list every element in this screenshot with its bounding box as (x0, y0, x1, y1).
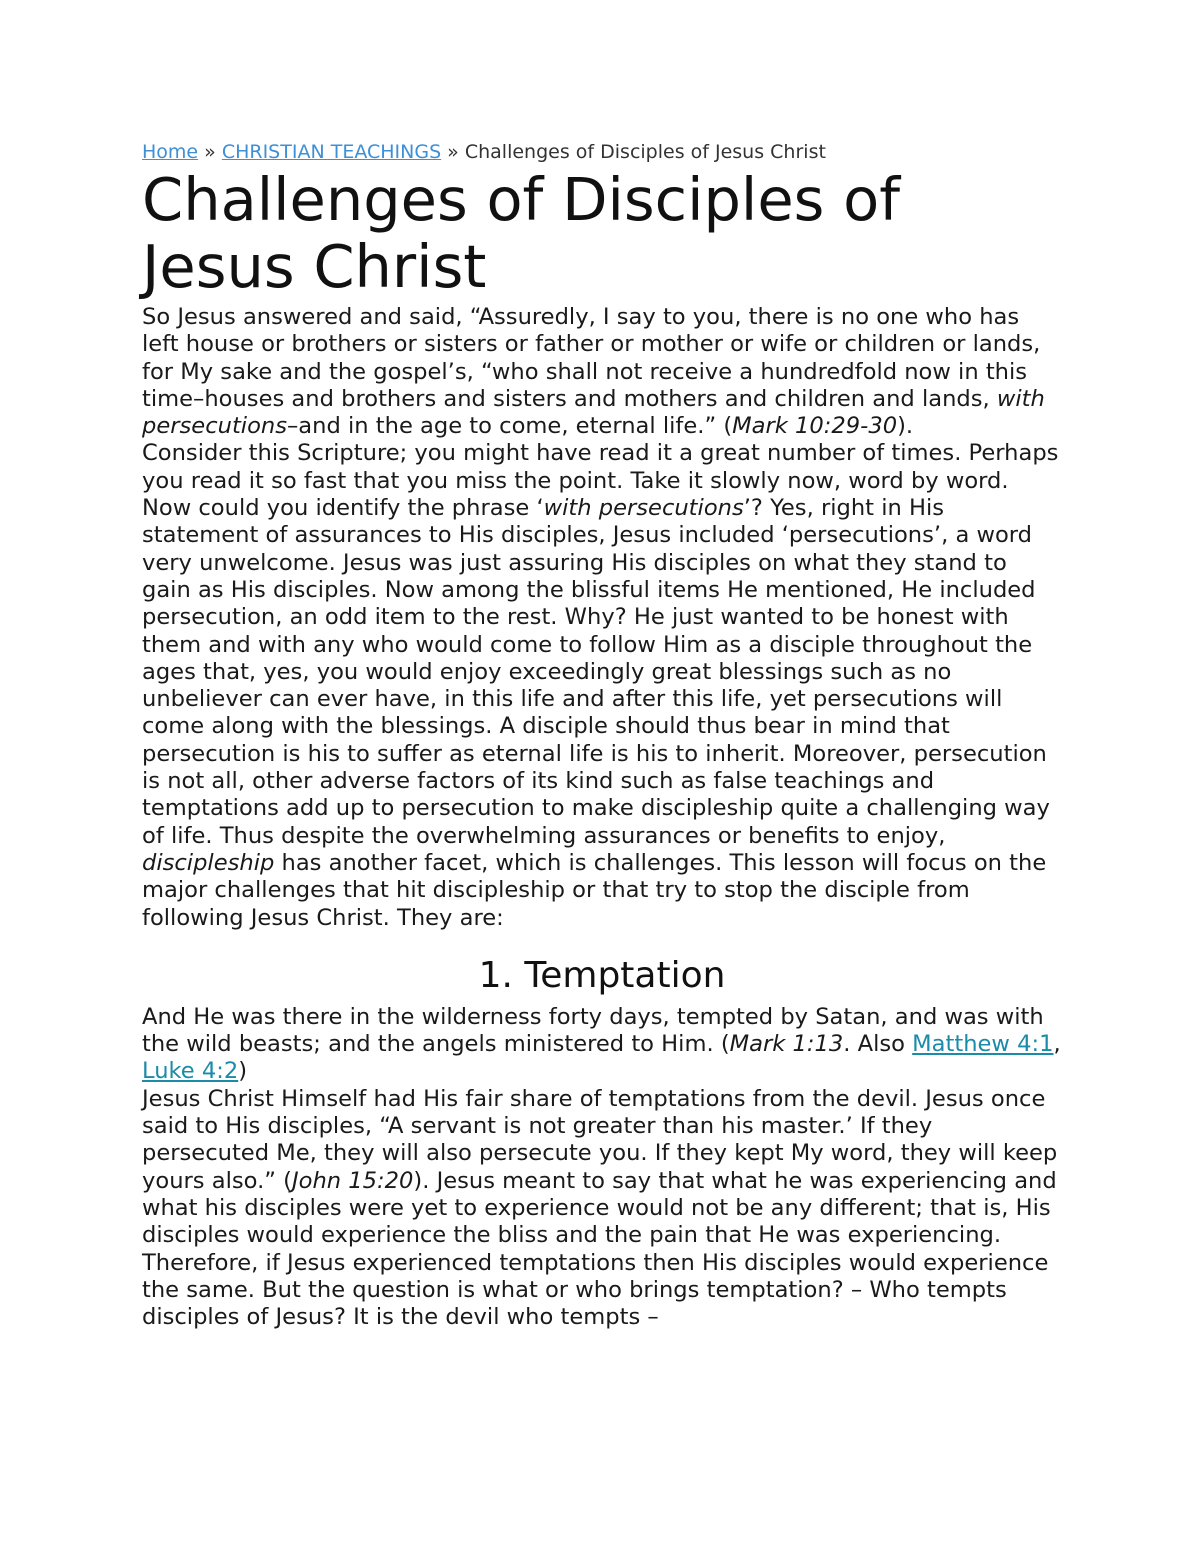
luke-4-2-link[interactable]: Luke 4:2 (142, 1058, 239, 1085)
emphasis-text: with persecutions (543, 495, 744, 522)
intro-body-paragraph: Consider this Scripture; you might have read it a great number of times. Perhaps you read it so fast that you miss the point. Take it slowly now, word by word. Now could you identify the phrase ‘with persecutions’? Yes, right in His statement of assurances to His disciples, Jesus included ‘persecutions’, a word very unwelcome. Jesus was just assuring His disciples on what they stand to gain as His disciples. Now among the blissful items He mentioned, He included persecution, an odd item to the rest. Why? He just wanted to be honest with them and with any who would come to follow Him as a disciple throughout the ages that, yes, you would enjoy exceedingly great blessings such as no unbeliever can ever have, in this life and after this life, yet persecutions will come along with the blessings. A disciple should thus bear in mind that persecution is his to suffer as eternal life is his to inherit. Moreover, persecution is not all, other adverse factors of its kind such as false teachings and temptations add up to persecution to make discipleship quite a challenging way of life. Thus despite the overwhelming assurances or benefits to enjoy, discipleship has another facet, which is challenges. This lesson will focus on the major challenges that hit discipleship or that try to stop the disciple from following Jesus Christ. They are: (142, 440, 1059, 931)
scripture-reference: Mark 1:13 (729, 1031, 844, 1058)
breadcrumb-current: Challenges of Disciples of Jesus Christ (464, 141, 826, 163)
breadcrumb-category-link[interactable]: CHRISTIAN TEACHINGS (221, 141, 442, 163)
breadcrumb-home-link[interactable]: Home (142, 141, 199, 163)
scripture-reference: Mark 10:29-30 (732, 413, 898, 440)
breadcrumb-separator: » (198, 141, 222, 163)
document-page (142, 138, 1062, 1331)
page-title: Challenges of Disciples of Jesus Christ (142, 165, 900, 301)
emphasis-text: with persecutions (142, 385, 1045, 440)
temptation-body-paragraph: Jesus Christ Himself had His fair share of temptations from the devil. Jesus once said to His disciples, “A servant is not greater than his master.’ If they persecuted Me, they will also persecute you. If they kept My word, they will keep yours also.” (John 15:20). Jesus meant to say that what he was experiencing and what his disciples were yet to experience would not be any different; that is, His disciples would experience the bliss and the pain that He was experiencing. Therefore, if Jesus experienced temptations then His disciples would experience the same. But the question is what or who brings temptation? – Who tempts disciples of Jesus? It is the devil who tempts – (142, 1085, 1058, 1331)
section-heading-temptation: 1. Temptation (478, 954, 726, 996)
scripture-reference: John 15:20 (291, 1167, 414, 1194)
intro-scripture-paragraph: So Jesus answered and said, “Assuredly, I say to you, there is no one who has left house or brothers or sisters or father or mother or wife or children or lands, for My sake and the gospel’s, “who shall not receive a hundredfold now in this time–houses and brothers and sisters and mothers and children and lands, with persecutions–and in the age to come, eternal life.” (Mark 10:29-30). (142, 304, 1045, 440)
temptation-scripture-paragraph: And He was there in the wilderness forty days, tempted by Satan, and was with the wild beasts; and the angels ministered to Him. (Mark 1:13. Also Matthew 4:1, Luke 4:2) (142, 1003, 1061, 1085)
emphasis-text: discipleship (142, 849, 275, 876)
matthew-4-1-link[interactable]: Matthew 4:1 (912, 1031, 1054, 1058)
breadcrumb-separator: » (441, 141, 465, 163)
breadcrumb (142, 138, 1062, 166)
